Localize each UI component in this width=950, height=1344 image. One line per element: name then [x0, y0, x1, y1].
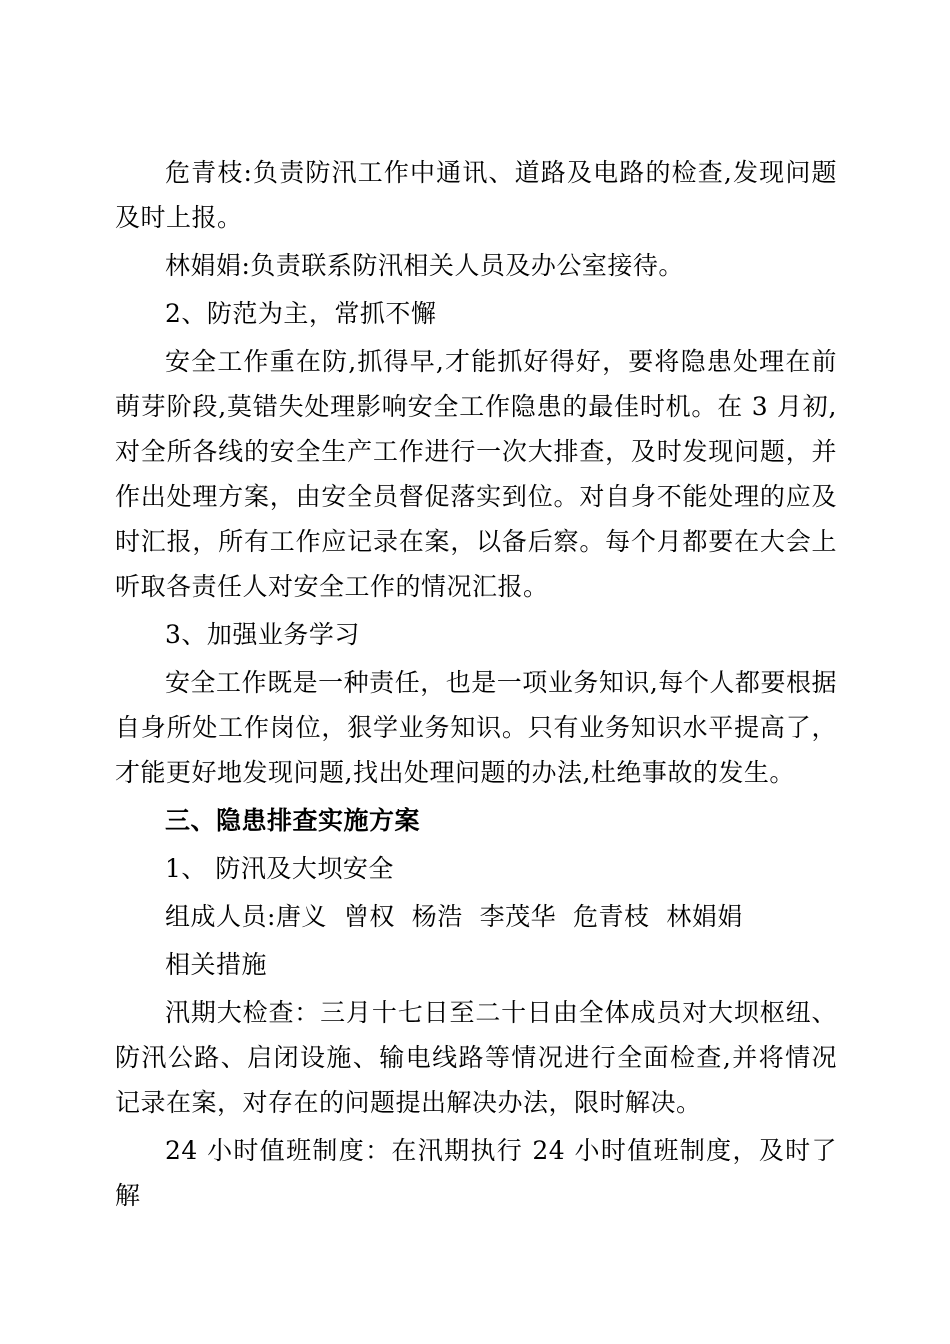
paragraph-prevention-body: 安全工作重在防,抓得早,才能抓好得好，要将隐患处理在前萌芽阶段,莫错失处理影响安全工作隐患的最佳时机。在 3 月初,对全所各线的安全生产工作进行一次大排查，及时发现问题，并作出处理方案，由安全员督促落实到位。对自身不能处理的应及时汇报，所有工作应记录在案，以备后察。每个月都要在大会上听取各责任人对安全工作的情况汇报。 [115, 347, 837, 601]
subheading-measures: 相关措施 [165, 950, 268, 979]
paragraph-flood-inspection: 汛期大检查：三月十七日至二十日由全体成员对大坝枢纽、防汛公路、启闭设施、输电线路等情况进行全面检查,并将情况记录在案，对存在的问题提出解决办法，限时解决。 [115, 998, 837, 1117]
section-heading-hazard-plan: 三、隐患排查实施方案 [165, 806, 421, 835]
subheading-flood-dam: 1、 防汛及大坝安全 [165, 854, 394, 883]
paragraph-duty-system: 24 小时值班制度：在汛期执行 24 小时值班制度，及时了解 [115, 1136, 837, 1210]
document-page [115, 150, 837, 1218]
paragraph-duty-wei: 危青枝:负责防汛工作中通讯、道路及电路的检查,发现问题及时上报。 [115, 158, 837, 232]
paragraph-members: 组成人员:唐义 曾权 杨浩 李茂华 危青枝 林娟娟 [165, 902, 743, 931]
paragraph-duty-lin: 林娟娟:负责联系防汛相关人员及办公室接待。 [165, 251, 684, 280]
paragraph-study-body: 安全工作既是一种责任，也是一项业务知识,每个人都要根据自身所处工作岗位，狠学业务知识。只有业务知识水平提高了，才能更好地发现问题,找出处理问题的办法,杜绝事故的发生。 [115, 668, 837, 787]
subheading-prevention: 2、防范为主，常抓不懈 [165, 299, 437, 328]
subheading-study: 3、加强业务学习 [165, 620, 360, 649]
